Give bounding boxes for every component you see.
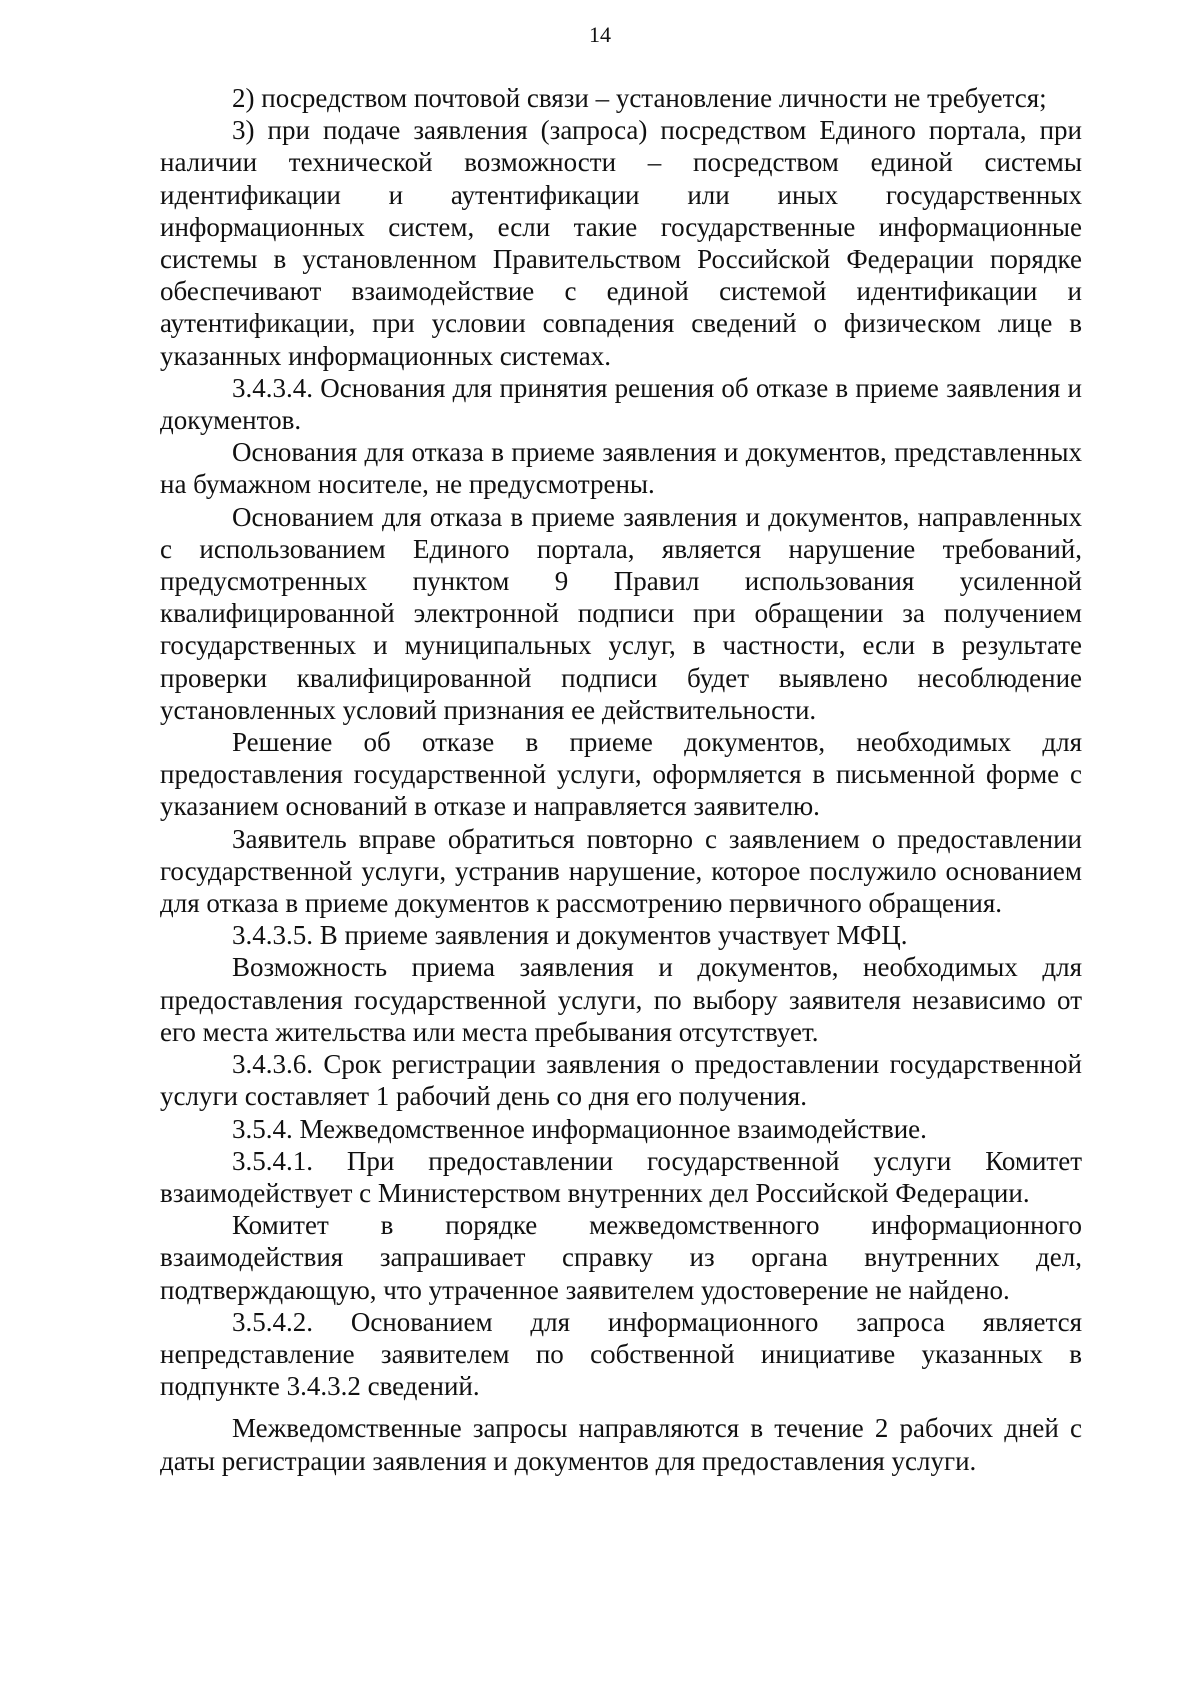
paragraph-committee-request: Комитет в порядке межведомственного информационного взаимодействия запрашивает справку из органа внутренних дел, подтверждающую, что утраченное заявителем удостоверение не найдено. <box>160 1210 1082 1305</box>
paragraph-3-4-3-4: 3.4.3.4. Основания для принятия решения об отказе в приеме заявления и документов. <box>160 372 1082 436</box>
paragraph-paper-grounds: Основания для отказа в приеме заявления и документов, представленных на бумажном носителе, не предусмотрены. <box>160 437 1082 500</box>
paragraph-3-4-3-5: 3.4.3.5. В приеме заявления и документов участвует МФЦ. <box>232 920 908 951</box>
paragraph-refusal-decision: Решение об отказе в приеме документов, необходимых для предоставления государственной услуги, оформляется в письменной форме с указанием оснований в отказе и направляется заявителю. <box>160 727 1082 822</box>
paragraph-3-5-4: 3.5.4. Межведомственное информационное взаимодействие. <box>232 1113 927 1144</box>
paragraph-3-5-4-1: 3.5.4.1. При предоставлении государственной услуги Комитет взаимодействует с Министерством внутренних дел Российской Федерации. <box>160 1145 1082 1208</box>
page-number: 14 <box>589 22 611 47</box>
document-body <box>160 82 1082 1477</box>
paragraph-3-4-3-6: 3.4.3.6. Срок регистрации заявления о предоставлении государственной услуги составляет 1 рабочий день со дня его получения. <box>160 1049 1082 1112</box>
paragraph-3-5-4-2: 3.5.4.2. Основанием для информационного запроса является непредставление заявителем по собственной инициативе указанных в подпункте 3.4.3.2 сведений. <box>160 1306 1082 1402</box>
paragraph-unified-portal: 3) при подаче заявления (запроса) посредством Единого портала, при наличии технической возможности – посредством единой системы идентификации и аутентификации или иных государственных информационных систем, если такие государственные информационные системы в установленном Правительством Российской Федерации порядке обеспечивают взаимодействие с единой системой идентификации и аутентификации, при условии совпадения сведений о физическом лице в указанных информационных системах. <box>160 115 1082 371</box>
paragraph-postal: 2) посредством почтовой связи – установление личности не требуется; <box>232 83 1047 113</box>
paragraph-request-deadline: Межведомственные запросы направляются в течение 2 рабочих дней с даты регистрации заявления и документов для предоставления услуги. <box>160 1413 1082 1476</box>
paragraph-reapply: Заявитель вправе обратиться повторно с заявлением о предоставлении государственной услуги, устранив нарушение, которое послужило основанием для отказа в приеме документов к рассмотрению первичного обращения. <box>160 823 1082 919</box>
paragraph-extraterritorial: Возможность приема заявления и документов, необходимых для предоставления государственной услуги, по выбору заявителя независимо от его места жительства или места пребывания отсутствует. <box>160 952 1082 1047</box>
paragraph-portal-grounds: Основанием для отказа в приеме заявления и документов, направленных с использованием Единого портала, является нарушение требований, предусмотренных пунктом 9 Правил использования усиленной квалифицированной электронной подписи при обращении за получением государственных и муниципальных услуг, в частности, если в результате проверки квалифицированной подписи будет выявлено несоблюдение установленных условий признания ее действительности. <box>160 501 1082 725</box>
